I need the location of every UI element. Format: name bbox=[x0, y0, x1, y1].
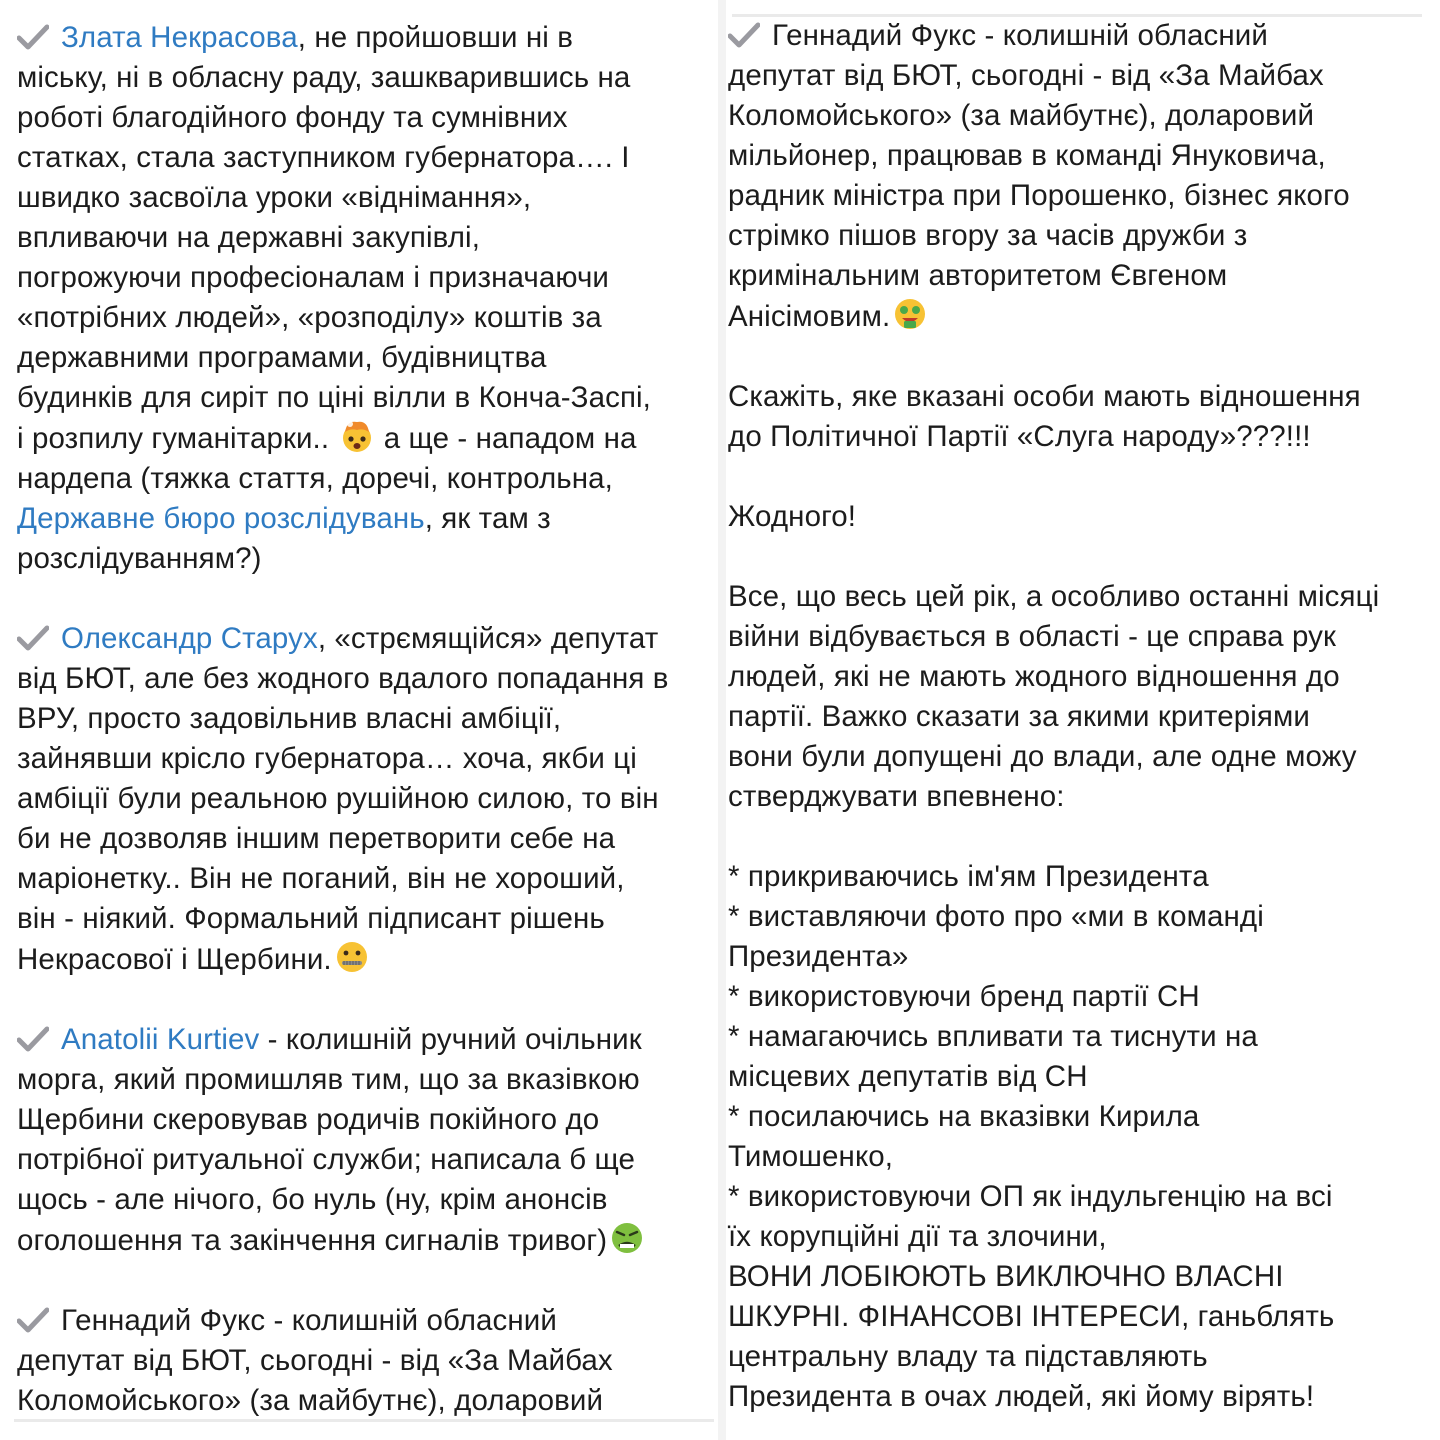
post-fuks: Геннадий Фукс - колишній обласний депутат від БЮТ, сьогодні - від «За Майбах Коломойського» (за майбутнє), доларовий мільйонер, працював в команді Януковича, радник міністра при Порошенко, бізнес якого стрімко пішов вгору за часів дружби з кримінальним авторитетом Євгеном Анісімовим. bbox=[728, 19, 1350, 333]
bullet-list: * прикриваючись ім'ям Президента * виставляючи фото про «ми в команді Президента» * використовуючи бренд партії СН * намагаючись впливати та тиснути на місцевих депутатів від СН * посилаючись на вказівки Кирила Тимошенко, * використовуючи ОП як індульгенцію на всі їх корупційні дії та злочини, ВОНИ ЛОБІЮЮТЬ ВИКЛЮЧНО ВЛАСНІ ШКУРНІ. ФІНАНСОВІ ІНТЕРЕСИ, ганьблять центральну владу та підставляють Президента в очах людей, які йому вірять! bbox=[728, 857, 1440, 1417]
post-starukh: Олександр Старух, «стрємящійся» депутат від БЮТ, але без жодного вдалого попадання в ВРУ, просто задовільнив власні амбіції, зайнявши крісло губернатора… хоча, якби ці амбіції були реальною рушійною силою, то він би не дозволяв іншим перетворити себе на маріонетку.. Він не поганий, він не хороший, він - ніякий. Формальний підписант рішень Некрасової і Щербини. bbox=[17, 622, 669, 976]
post-nekrasova: Злата Некрасова, не пройшовши ні в міську, ні в обласну раду, зашкварившись на роботі благодійного фонду та сумнівних статках, стала заступником губернатора…. І швидко засвоїла уроки «віднімання», впливаючи на державні закупівлі, погрожуючи професіоналам і призначаючи «потрібних людей», «розподілу» коштів за державними програмами, будівництва будинків для сиріт по ціні вілли в Конча-Заспі, і розпилу гуманітарки.. а ще - нападом на нардепа (тяжка стаття, доречі, контрольна, Державне бюро розслідувань, як там з розслідуванням?) bbox=[17, 21, 651, 575]
mention-link[interactable]: Злата Некрасова bbox=[61, 21, 298, 54]
mention-link[interactable]: Державне бюро розслідувань bbox=[17, 502, 425, 535]
list-item: * прикриваючись ім'ям Президента bbox=[728, 860, 1209, 893]
money-mouth-emoji bbox=[892, 296, 928, 332]
check-mark-icon bbox=[17, 1026, 49, 1052]
check-mark-icon bbox=[728, 22, 760, 48]
post-kurtiev: Anatolii Kurtiev - колишній ручний очільник морга, який промишляв тим, що за вказівкою Щербини скеровував родичів покійного до потрібної ритуальної служби; написала б ще щось - але нічого, бо нуль (ну, крім анонсів оголошення та закінчення сигналів тривог) bbox=[17, 1020, 718, 1261]
list-item: * посилаючись на вказівки Кирила bbox=[728, 1100, 1200, 1133]
post-fuks-partial: Геннадий Фукс - колишній обласний депутат від БЮТ, сьогодні - від «За Майбах Коломойського» (за майбутнє), доларовий bbox=[17, 1304, 613, 1417]
list-item: * використовуючи ОП як індульгенцію на всі bbox=[728, 1180, 1333, 1213]
zipper-mouth-emoji bbox=[334, 939, 370, 975]
list-item: * виставляючи фото про «ми в команді bbox=[728, 900, 1264, 933]
mention-link[interactable]: Олександр Старух bbox=[61, 622, 318, 655]
check-mark-icon bbox=[17, 24, 49, 50]
list-item: * використовуючи бренд партії СН bbox=[728, 980, 1200, 1013]
exploding-head-emoji bbox=[339, 418, 375, 454]
right-column bbox=[726, 0, 1440, 1440]
left-column bbox=[0, 0, 718, 1440]
check-mark-icon bbox=[17, 625, 49, 651]
mention-link[interactable]: Anatolii Kurtiev bbox=[61, 1023, 260, 1056]
check-mark-icon bbox=[17, 1307, 49, 1333]
steam-nose-emoji bbox=[609, 1220, 645, 1256]
answer-paragraph: Жодного! bbox=[728, 500, 857, 533]
list-item: * намагаючись впливати та тиснути на bbox=[728, 1020, 1258, 1053]
question-paragraph: Скажіть, яке вказані особи мають відношення до Політичної Партії «Слуга народу»???!!! bbox=[728, 380, 1361, 453]
statement-paragraph: Все, що весь цей рік, а особливо останні місяці війни відбувається в області - це справа рук людей, які не мають жодного відношення до партії. Важко сказати за якими критеріями вони були допущені до влади, але одне можу стверджувати впевнено: bbox=[728, 580, 1380, 813]
column-divider bbox=[718, 0, 726, 1440]
